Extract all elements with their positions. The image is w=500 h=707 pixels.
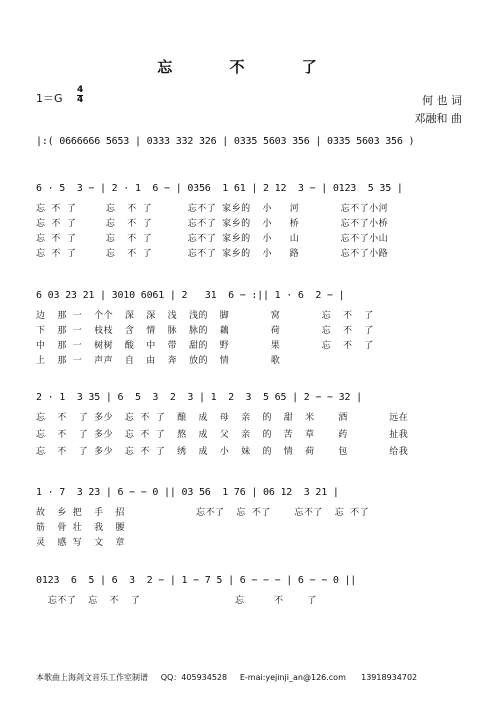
time-signature-bottom: 4	[77, 95, 84, 105]
lyric-line: 灵 感 写 文 章	[36, 538, 125, 548]
lyric-line: 下 那 一 枝枝 含 情 脉 脉的 藕 荷 忘 不 了	[36, 326, 374, 336]
song-title: 忘 不 了	[157, 58, 343, 76]
notes-line: 6 03 23 21 | 3010 6061 | 2 31 6 − :|| 1 · 6 2 − |	[36, 290, 345, 301]
lyric-line: 筋 骨 壮 我 腰	[36, 523, 125, 533]
notes-line: 6 · 5 3 − | 2 · 1 6 − | 0356 1 61 | 2 12 3 − | 0123 5 35 |	[36, 183, 403, 194]
lyric-line: 忘 不 了 多少 忘 不 了 熬 成 父 亲 的 苦 草 药 扯我	[36, 430, 409, 440]
lyric-line: 忘 不 了 忘 不 了 忘不了 家乡的 小 路 忘不了小路	[36, 249, 389, 259]
lyricist-credit: 何 也 词	[422, 94, 462, 107]
lyric-line: 故 乡 把 手 招 忘不了 忘 不了 忘不了 忘 不了	[36, 508, 370, 518]
time-signature-top: 4	[77, 85, 84, 95]
footer-credits: 本歌曲上海剑文音乐工作室制谱 QQ：405934528 E-mai:yejinji_an@126.com 13918934702	[36, 673, 418, 682]
lyric-line: 上 那 一 声声 自 由 奔 放的 情 歌	[36, 356, 281, 366]
lyric-line: 边 那 一 个个 深 深 浅 浅的 脚 窝 忘 不 了	[36, 311, 374, 321]
notes-line: |:( 0666666 5653 | 0333 332 326 | 0335 5603 356 | 0335 5603 356 )	[36, 136, 415, 147]
lyric-line: 忘 不 了 多少 忘 不 了 绣 成 小 妹 的 情 荷 包 给我	[36, 447, 409, 457]
lyric-line: 忘 不 了 忘 不 了 忘不了 家乡的 小 桥 忘不了小桥	[36, 219, 389, 229]
lyric-line: 忘不了 忘 不 了 忘 不 了	[36, 596, 317, 606]
notes-line: 1 · 7 3 23 | 6 − − 0 || 03 56 1 76 | 06 12 3 21 |	[36, 487, 339, 498]
lyric-line: 忘 不 了 忘 不 了 忘不了 家乡的 小 河 忘不了小河	[36, 204, 389, 214]
lyric-line: 中 那 一 树树 酸 中 带 甜的 野 果 忘 不 了	[36, 341, 374, 351]
lyric-line: 忘 不 了 忘 不 了 忘不了 家乡的 小 山 忘不了小山	[36, 234, 389, 244]
composer-credit: 邓融和 曲	[414, 112, 462, 125]
notes-line: 0123 6 5 | 6 3 2 − | 1 − 7 5 | 6 − − − | 6 − − 0 ||	[36, 575, 357, 586]
key-signature: 1＝G	[36, 92, 63, 105]
time-signature	[77, 86, 83, 105]
notes-line: 2 · 1 3 35 | 6 5 3 2 3 | 1 2 3 5 65 | 2 − − 32 |	[36, 392, 362, 403]
lyric-line: 忘 不 了 多少 忘 不 了 酿 成 母 亲 的 甜 米 酒 远在	[36, 413, 409, 423]
